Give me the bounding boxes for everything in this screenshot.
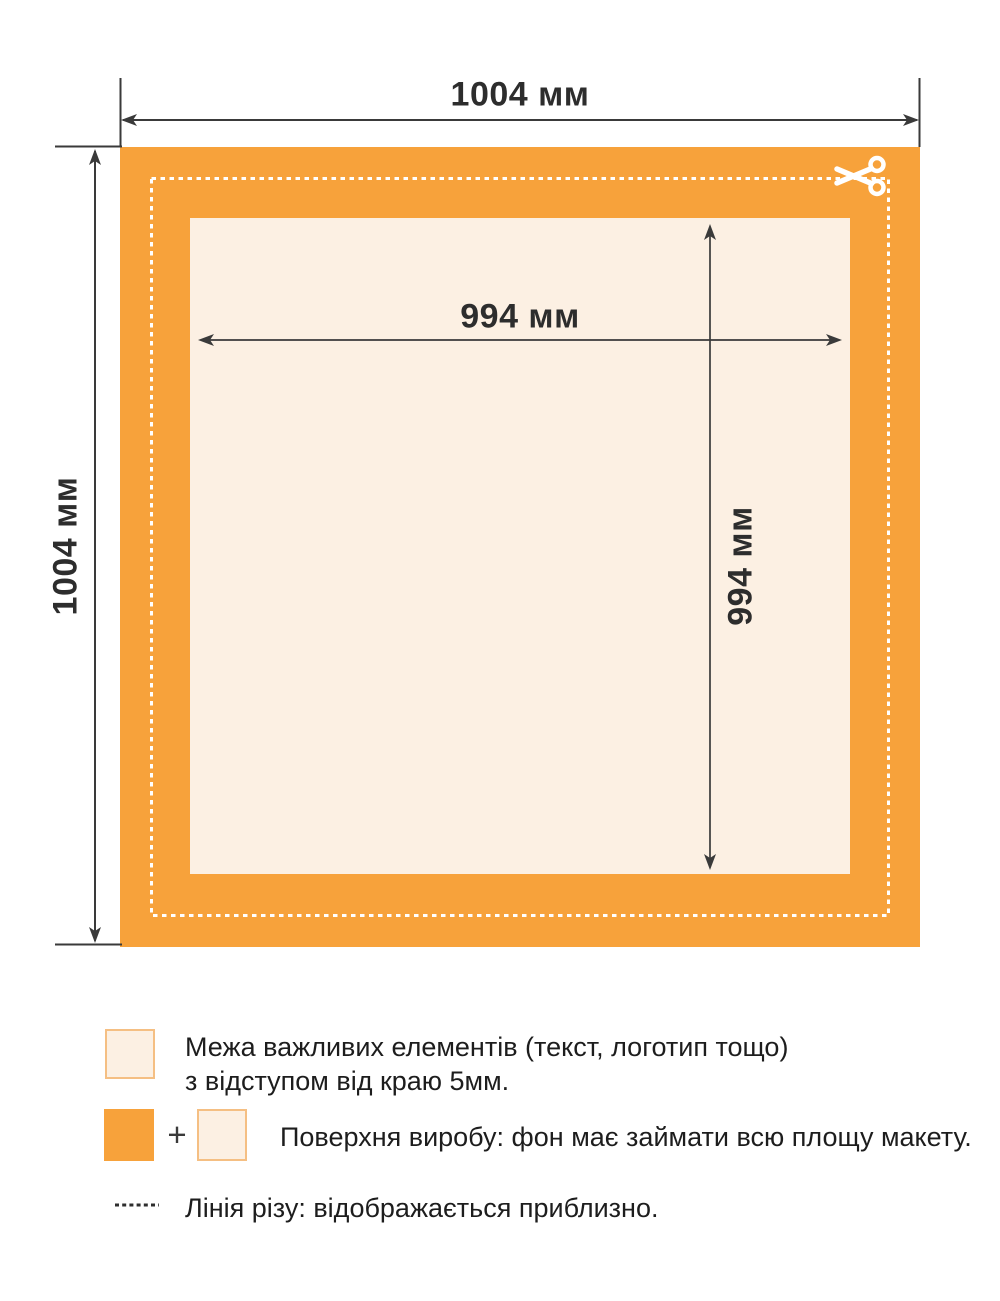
legend-swatch-surface-light bbox=[197, 1109, 247, 1161]
safe-width-label: 994 мм bbox=[460, 297, 580, 336]
legend-text-safe-area bbox=[185, 1030, 788, 1098]
legend-text-cutline: Лінія різу: відображається приблизно. bbox=[185, 1193, 659, 1223]
safe-height-label: 994 мм bbox=[721, 506, 760, 626]
legend-swatch-surface-orange bbox=[104, 1109, 154, 1161]
legend-text-surface: Поверхня виробу: фон має займати всю площу макету. bbox=[280, 1122, 972, 1152]
legend-swatch-safe-area bbox=[105, 1029, 155, 1079]
legend-text-safe-area-line1: Межа важливих елементів (текст, логотип тощо) bbox=[185, 1032, 789, 1062]
outer-height-label: 1004 мм bbox=[46, 476, 85, 616]
scissors-icon bbox=[830, 155, 890, 197]
legend-text-safe-area-line2: з відступом від краю 5мм. bbox=[185, 1066, 510, 1096]
outer-width-label: 1004 мм bbox=[450, 75, 590, 114]
cut-line-sample bbox=[113, 1201, 161, 1209]
plus-sign: + bbox=[167, 1116, 187, 1153]
